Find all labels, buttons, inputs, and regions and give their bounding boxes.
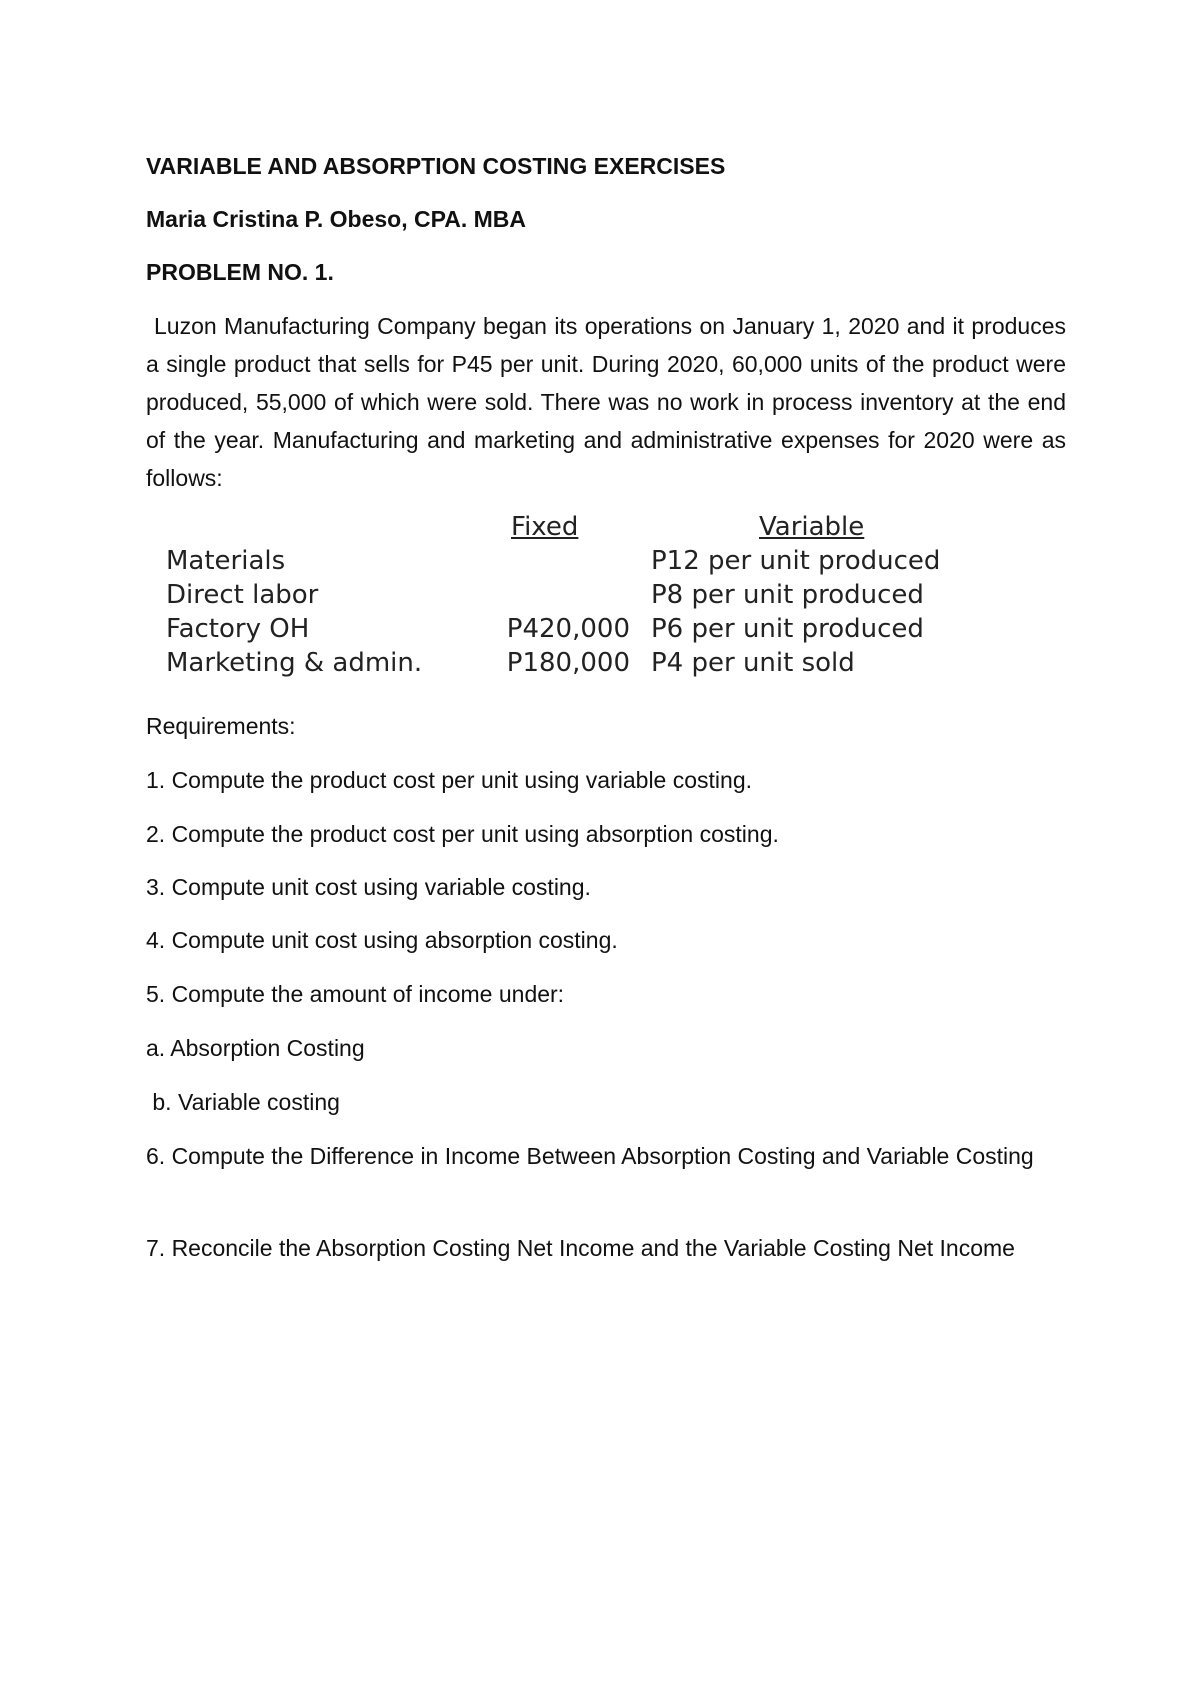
cost-row-marketing-admin bbox=[166, 646, 986, 680]
cost-table-header bbox=[166, 510, 986, 544]
requirement-item-1: 1. Compute the product cost per unit using variable costing. bbox=[146, 767, 753, 793]
row-label: Materials bbox=[166, 546, 286, 576]
cost-table bbox=[166, 510, 986, 680]
requirement-item-7: 7. Reconcile the Absorption Costing Net Income and the Variable Costing Net Income bbox=[146, 1235, 1015, 1261]
header-fixed: Fixed bbox=[511, 512, 579, 542]
row-variable: P4 per unit sold bbox=[651, 648, 855, 678]
cost-row-factory-oh bbox=[166, 612, 986, 646]
requirement-item-5b: b. Variable costing bbox=[146, 1089, 340, 1115]
header-variable: Variable bbox=[759, 512, 865, 542]
row-variable: P12 per unit produced bbox=[651, 546, 941, 576]
row-variable: P8 per unit produced bbox=[651, 580, 924, 610]
row-label: Marketing & admin. bbox=[166, 648, 423, 678]
document-title: VARIABLE AND ABSORPTION COSTING EXERCISES bbox=[146, 153, 726, 179]
cost-row-materials bbox=[166, 544, 986, 578]
row-label: Direct labor bbox=[166, 580, 319, 610]
requirement-item-4: 4. Compute unit cost using absorption costing. bbox=[146, 927, 618, 953]
requirement-item-6: 6. Compute the Difference in Income Between Absorption Costing and Variable Costing bbox=[146, 1143, 1034, 1169]
requirement-item-3: 3. Compute unit cost using variable costing. bbox=[146, 874, 591, 900]
requirement-item-5a: a. Absorption Costing bbox=[146, 1035, 365, 1061]
row-fixed: P180,000 bbox=[506, 648, 630, 678]
cost-row-direct-labor bbox=[166, 578, 986, 612]
row-fixed: P420,000 bbox=[506, 614, 630, 644]
problem-heading: PROBLEM NO. 1. bbox=[146, 259, 334, 285]
requirement-item-5: 5. Compute the amount of income under: bbox=[146, 981, 565, 1007]
requirements-heading: Requirements: bbox=[146, 713, 296, 739]
row-variable: P6 per unit produced bbox=[651, 614, 924, 644]
author-line: Maria Cristina P. Obeso, CPA. MBA bbox=[146, 206, 527, 232]
row-label: Factory OH bbox=[166, 614, 310, 644]
requirement-item-2: 2. Compute the product cost per unit using absorption costing. bbox=[146, 821, 779, 847]
problem-intro-paragraph: Luzon Manufacturing Company began its operations on January 1, 2020 and it produces a single product that sells for P45 per unit. During 2020, 60,000 units of the product were produced, 55,000 of which were sold. There was no work in process inventory at the end of the year. Manufacturing and marketing and administrative expenses for 2020 were as follows: bbox=[146, 313, 1066, 491]
